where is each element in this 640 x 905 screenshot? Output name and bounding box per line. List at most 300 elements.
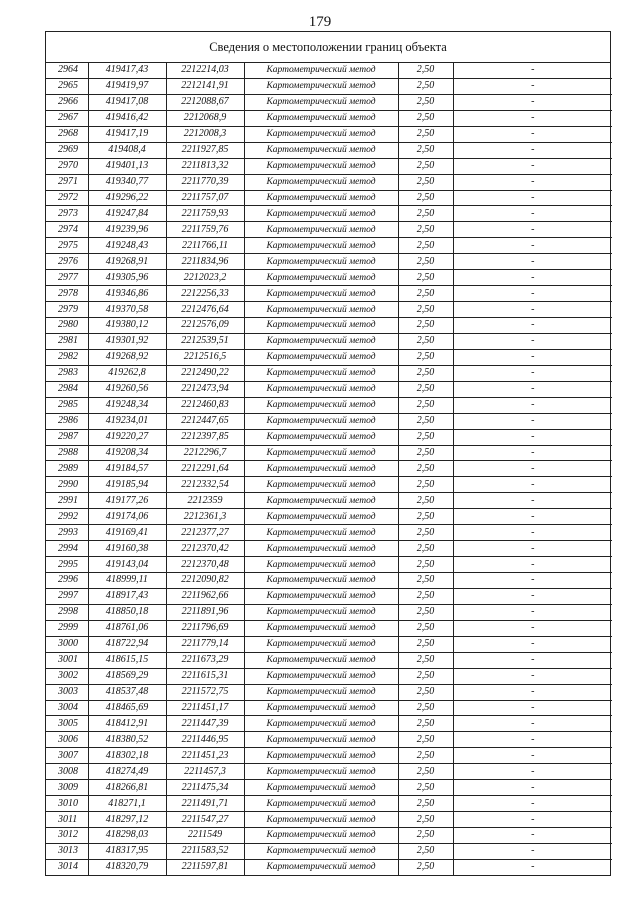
description-cell: - [453,63,612,78]
point-number-cell: 2968 [46,126,88,142]
x-coordinate-cell: 419305,96 [88,270,166,286]
y-coordinate-cell: 2212296,7 [166,445,244,461]
table-row [46,126,612,142]
method-cell: Картометрический метод [244,158,398,174]
description-cell: - [453,477,612,493]
y-coordinate-cell: 2212370,42 [166,541,244,557]
method-cell: Картометрический метод [244,828,398,844]
x-coordinate-cell: 419239,96 [88,222,166,238]
table-row [46,780,612,796]
x-coordinate-cell: 419185,94 [88,477,166,493]
method-cell: Картометрический метод [244,509,398,525]
table-row [46,318,612,334]
description-cell: - [453,636,612,652]
method-cell: Картометрический метод [244,843,398,859]
accuracy-cell: 2,50 [398,78,453,94]
x-coordinate-cell: 419248,43 [88,238,166,254]
table-body [46,63,612,875]
y-coordinate-cell: 2211457,3 [166,764,244,780]
method-cell: Картометрический метод [244,668,398,684]
y-coordinate-cell: 2211757,07 [166,190,244,206]
x-coordinate-cell: 418412,91 [88,716,166,732]
description-cell: - [453,620,612,636]
method-cell: Картометрический метод [244,302,398,318]
description-cell: - [453,668,612,684]
y-coordinate-cell: 2212576,09 [166,318,244,334]
y-coordinate-cell: 2211770,39 [166,174,244,190]
point-number-cell: 2982 [46,349,88,365]
point-number-cell: 2965 [46,78,88,94]
accuracy-cell: 2,50 [398,477,453,493]
accuracy-cell: 2,50 [398,588,453,604]
table-row [46,286,612,302]
x-coordinate-cell: 418722,94 [88,636,166,652]
description-cell: - [453,94,612,110]
y-coordinate-cell: 2211447,39 [166,716,244,732]
method-cell: Картометрический метод [244,716,398,732]
y-coordinate-cell: 2212023,2 [166,270,244,286]
y-coordinate-cell: 2212377,27 [166,525,244,541]
point-number-cell: 2990 [46,477,88,493]
point-number-cell: 2970 [46,158,88,174]
y-coordinate-cell: 2211615,31 [166,668,244,684]
method-cell: Картометрический метод [244,700,398,716]
table-row [46,254,612,270]
y-coordinate-cell: 2211572,75 [166,684,244,700]
y-coordinate-cell: 2212516,5 [166,349,244,365]
description-cell: - [453,812,612,828]
x-coordinate-cell: 418297,12 [88,812,166,828]
description-cell: - [453,365,612,381]
point-number-cell: 2964 [46,63,88,78]
description-cell: - [453,493,612,509]
accuracy-cell: 2,50 [398,429,453,445]
table-row [46,732,612,748]
table-row [46,397,612,413]
point-number-cell: 2987 [46,429,88,445]
boundary-table-sheet [45,31,611,876]
x-coordinate-cell: 419208,34 [88,445,166,461]
description-cell: - [453,429,612,445]
y-coordinate-cell: 2211796,69 [166,620,244,636]
accuracy-cell: 2,50 [398,381,453,397]
y-coordinate-cell: 2211962,66 [166,588,244,604]
method-cell: Картометрический метод [244,859,398,874]
method-cell: Картометрический метод [244,238,398,254]
table-row [46,859,612,874]
point-number-cell: 2976 [46,254,88,270]
y-coordinate-cell: 2212476,64 [166,302,244,318]
method-cell: Картометрический метод [244,270,398,286]
y-coordinate-cell: 2212291,64 [166,461,244,477]
y-coordinate-cell: 2211891,96 [166,604,244,620]
accuracy-cell: 2,50 [398,445,453,461]
y-coordinate-cell: 2212473,94 [166,381,244,397]
table-row [46,429,612,445]
x-coordinate-cell: 419416,42 [88,110,166,126]
table-row [46,349,612,365]
accuracy-cell: 2,50 [398,557,453,573]
y-coordinate-cell: 2211759,76 [166,222,244,238]
x-coordinate-cell: 418761,06 [88,620,166,636]
y-coordinate-cell: 2212141,91 [166,78,244,94]
point-number-cell: 3000 [46,636,88,652]
description-cell: - [453,174,612,190]
point-number-cell: 2974 [46,222,88,238]
x-coordinate-cell: 419301,92 [88,333,166,349]
description-cell: - [453,158,612,174]
description-cell: - [453,573,612,589]
method-cell: Картометрический метод [244,349,398,365]
accuracy-cell: 2,50 [398,620,453,636]
x-coordinate-cell: 419380,12 [88,318,166,334]
table-row [46,78,612,94]
table-row [46,812,612,828]
point-number-cell: 2979 [46,302,88,318]
method-cell: Картометрический метод [244,764,398,780]
table-row [46,302,612,318]
table-row [46,668,612,684]
accuracy-cell: 2,50 [398,780,453,796]
table-row [46,541,612,557]
description-cell: - [453,684,612,700]
method-cell: Картометрический метод [244,541,398,557]
y-coordinate-cell: 2211547,27 [166,812,244,828]
x-coordinate-cell: 419346,86 [88,286,166,302]
accuracy-cell: 2,50 [398,684,453,700]
x-coordinate-cell: 419417,08 [88,94,166,110]
description-cell: - [453,238,612,254]
point-number-cell: 3012 [46,828,88,844]
x-coordinate-cell: 418298,03 [88,828,166,844]
accuracy-cell: 2,50 [398,270,453,286]
accuracy-cell: 2,50 [398,828,453,844]
point-number-cell: 2972 [46,190,88,206]
y-coordinate-cell: 2212397,85 [166,429,244,445]
x-coordinate-cell: 418999,11 [88,573,166,589]
x-coordinate-cell: 418917,43 [88,588,166,604]
point-number-cell: 2995 [46,557,88,573]
table-row [46,222,612,238]
point-number-cell: 2978 [46,286,88,302]
accuracy-cell: 2,50 [398,286,453,302]
table-row [46,557,612,573]
x-coordinate-cell: 418317,95 [88,843,166,859]
x-coordinate-cell: 419370,58 [88,302,166,318]
description-cell: - [453,381,612,397]
x-coordinate-cell: 419184,57 [88,461,166,477]
y-coordinate-cell: 2212008,3 [166,126,244,142]
table-row [46,461,612,477]
description-cell: - [453,557,612,573]
table-row [46,588,612,604]
y-coordinate-cell: 2211451,23 [166,748,244,764]
x-coordinate-cell: 419417,43 [88,63,166,78]
table-row [46,620,612,636]
description-cell: - [453,652,612,668]
boundary-points-table [46,63,612,875]
table-row [46,63,612,78]
table-row [46,142,612,158]
accuracy-cell: 2,50 [398,748,453,764]
method-cell: Картометрический метод [244,365,398,381]
point-number-cell: 2975 [46,238,88,254]
method-cell: Картометрический метод [244,732,398,748]
x-coordinate-cell: 419401,13 [88,158,166,174]
x-coordinate-cell: 419296,22 [88,190,166,206]
x-coordinate-cell: 419174,06 [88,509,166,525]
accuracy-cell: 2,50 [398,796,453,812]
y-coordinate-cell: 2212088,67 [166,94,244,110]
point-number-cell: 3011 [46,812,88,828]
x-coordinate-cell: 419177,26 [88,493,166,509]
table-row [46,573,612,589]
description-cell: - [453,828,612,844]
accuracy-cell: 2,50 [398,732,453,748]
y-coordinate-cell: 2212359 [166,493,244,509]
point-number-cell: 3002 [46,668,88,684]
accuracy-cell: 2,50 [398,94,453,110]
description-cell: - [453,142,612,158]
x-coordinate-cell: 419247,84 [88,206,166,222]
table-row [46,716,612,732]
accuracy-cell: 2,50 [398,636,453,652]
point-number-cell: 2983 [46,365,88,381]
table-row [46,270,612,286]
table-row [46,158,612,174]
point-number-cell: 3014 [46,859,88,874]
point-number-cell: 3013 [46,843,88,859]
y-coordinate-cell: 2212332,54 [166,477,244,493]
x-coordinate-cell: 419268,92 [88,349,166,365]
table-row [46,477,612,493]
table-row [46,652,612,668]
y-coordinate-cell: 2211446,95 [166,732,244,748]
table-row [46,525,612,541]
point-number-cell: 3005 [46,716,88,732]
y-coordinate-cell: 2212361,3 [166,509,244,525]
description-cell: - [531,861,535,873]
x-coordinate-cell: 419169,41 [88,525,166,541]
description-cell: - [453,445,612,461]
y-coordinate-cell: 2212490,22 [166,365,244,381]
accuracy-cell: 2,50 [398,700,453,716]
point-number-cell: 2993 [46,525,88,541]
y-coordinate-cell: 2212447,65 [166,413,244,429]
description-cell: - [453,110,612,126]
table-row [46,445,612,461]
accuracy-cell: 2,50 [398,493,453,509]
accuracy-cell: 2,50 [398,110,453,126]
method-cell: Картометрический метод [244,684,398,700]
method-cell: Картометрический метод [244,812,398,828]
table-row [46,190,612,206]
description-cell: - [453,732,612,748]
method-cell: Картометрический метод [244,525,398,541]
description-cell: - [453,254,612,270]
method-cell: Картометрический метод [244,254,398,270]
accuracy-cell: 2,50 [398,509,453,525]
x-coordinate-cell: 419143,04 [88,557,166,573]
accuracy-cell: 2,50 [398,573,453,589]
point-number-cell: 3009 [46,780,88,796]
method-cell: Картометрический метод [244,206,398,222]
method-cell: Картометрический метод [244,636,398,652]
method-cell: Картометрический метод [244,190,398,206]
x-coordinate-cell: 418271,1 [88,796,166,812]
point-number-cell: 2977 [46,270,88,286]
table-row [46,413,612,429]
x-coordinate-cell: 418850,18 [88,604,166,620]
x-coordinate-cell: 419419,97 [88,78,166,94]
table-row [46,684,612,700]
description-cell: - [453,333,612,349]
y-coordinate-cell: 2211766,11 [166,238,244,254]
x-coordinate-cell: 418569,29 [88,668,166,684]
method-cell: Картометрический метод [244,126,398,142]
y-coordinate-cell: 2211451,17 [166,700,244,716]
point-number-cell: 2999 [46,620,88,636]
accuracy-cell: 2,50 [398,652,453,668]
accuracy-cell: 2,50 [398,859,453,874]
y-coordinate-cell: 2211813,32 [166,158,244,174]
accuracy-cell: 2,50 [398,812,453,828]
description-cell: - [453,286,612,302]
method-cell: Картометрический метод [244,445,398,461]
description-cell: - [453,349,612,365]
x-coordinate-cell: 418302,18 [88,748,166,764]
method-cell: Картометрический метод [244,63,398,78]
accuracy-cell: 2,50 [398,349,453,365]
table-row [46,636,612,652]
method-cell: Картометрический метод [244,94,398,110]
table-row [46,700,612,716]
description-cell: - [453,525,612,541]
table-row [46,333,612,349]
description-cell: - [453,206,612,222]
method-cell: Картометрический метод [244,620,398,636]
x-coordinate-cell: 418320,79 [88,859,166,874]
accuracy-cell: 2,50 [398,668,453,684]
y-coordinate-cell: 2211779,14 [166,636,244,652]
point-number-cell: 3001 [46,652,88,668]
x-coordinate-cell: 418537,48 [88,684,166,700]
description-cell: - [453,413,612,429]
accuracy-cell: 2,50 [398,397,453,413]
method-cell: Картометрический метод [244,413,398,429]
point-number-cell: 2981 [46,333,88,349]
point-number-cell: 2984 [46,381,88,397]
point-number-cell: 2980 [46,318,88,334]
accuracy-cell: 2,50 [398,413,453,429]
x-coordinate-cell: 419408,4 [88,142,166,158]
y-coordinate-cell: 2212214,03 [166,63,244,78]
table-row [46,604,612,620]
accuracy-cell: 2,50 [398,461,453,477]
accuracy-cell: 2,50 [398,126,453,142]
table-row [46,509,612,525]
accuracy-cell: 2,50 [398,318,453,334]
description-cell: - [453,764,612,780]
accuracy-cell: 2,50 [398,541,453,557]
description-cell: - [453,796,612,812]
point-number-cell: 2988 [46,445,88,461]
method-cell: Картометрический метод [244,78,398,94]
x-coordinate-cell: 419417,19 [88,126,166,142]
x-coordinate-cell: 419234,01 [88,413,166,429]
point-number-cell: 3008 [46,764,88,780]
method-cell: Картометрический метод [244,461,398,477]
accuracy-cell: 2,50 [398,190,453,206]
description-cell: - [453,302,612,318]
y-coordinate-cell: 2211549 [166,828,244,844]
x-coordinate-cell: 418274,49 [88,764,166,780]
description-cell: - [453,270,612,286]
table-row [46,493,612,509]
description-cell: - [453,588,612,604]
table-row [46,365,612,381]
description-cell: - [453,748,612,764]
table-row [46,843,612,859]
accuracy-cell: 2,50 [398,333,453,349]
y-coordinate-cell: 2211583,52 [166,843,244,859]
x-coordinate-cell: 419340,77 [88,174,166,190]
point-number-cell: 2998 [46,604,88,620]
y-coordinate-cell: 2211491,71 [166,796,244,812]
point-number-cell: 2994 [46,541,88,557]
method-cell: Картометрический метод [244,780,398,796]
accuracy-cell: 2,50 [398,174,453,190]
point-number-cell: 3010 [46,796,88,812]
x-coordinate-cell: 419220,27 [88,429,166,445]
table-row [46,796,612,812]
table-row [46,381,612,397]
point-number-cell: 2985 [46,397,88,413]
x-coordinate-cell: 419262,8 [88,365,166,381]
method-cell: Картометрический метод [244,110,398,126]
y-coordinate-cell: 2211673,29 [166,652,244,668]
table-row [46,206,612,222]
method-cell: Картометрический метод [244,477,398,493]
method-cell: Картометрический метод [244,573,398,589]
method-cell: Картометрический метод [244,557,398,573]
accuracy-cell: 2,50 [398,238,453,254]
method-cell: Картометрический метод [244,318,398,334]
table-row [46,174,612,190]
y-coordinate-cell: 2212256,33 [166,286,244,302]
accuracy-cell: 2,50 [398,222,453,238]
page-number: 179 [308,14,332,30]
y-coordinate-cell: 2211927,85 [166,142,244,158]
description-cell: - [453,700,612,716]
table-row [46,764,612,780]
method-cell: Картометрический метод [244,796,398,812]
x-coordinate-cell: 419268,91 [88,254,166,270]
description-cell: - [453,604,612,620]
description-cell: - [453,222,612,238]
point-number-cell: 2973 [46,206,88,222]
accuracy-cell: 2,50 [398,843,453,859]
x-coordinate-cell: 419160,38 [88,541,166,557]
method-cell: Картометрический метод [244,222,398,238]
description-cell: - [453,780,612,796]
method-cell: Картометрический метод [244,652,398,668]
method-cell: Картометрический метод [244,748,398,764]
point-number-cell: 3004 [46,700,88,716]
y-coordinate-cell: 2211475,34 [166,780,244,796]
point-number-cell: 2997 [46,588,88,604]
x-coordinate-cell: 419260,56 [88,381,166,397]
